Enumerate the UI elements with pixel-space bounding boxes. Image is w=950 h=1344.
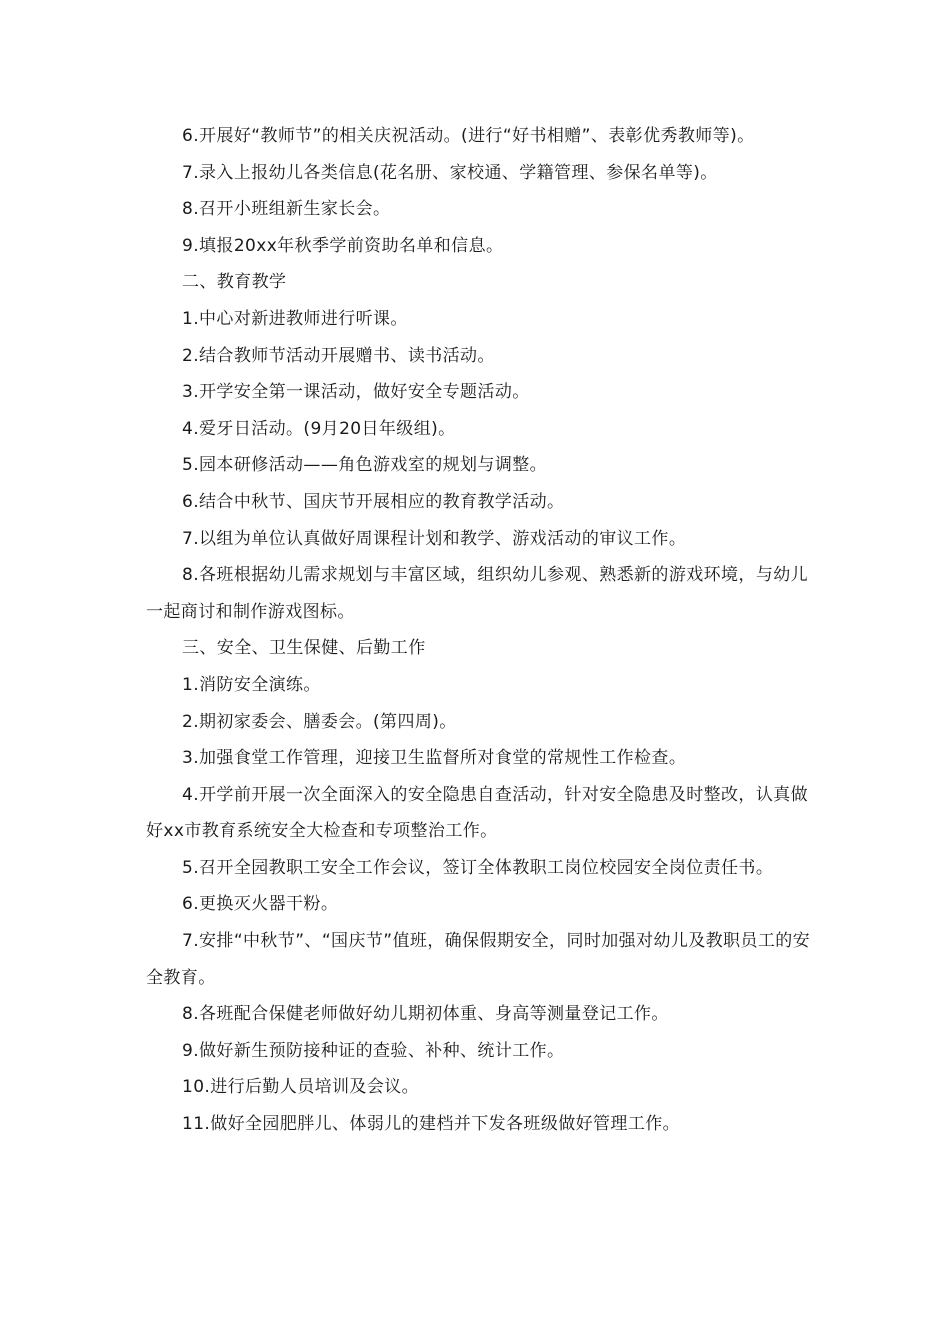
document-page — [146, 118, 816, 1143]
paragraph-25: 11.做好全园肥胖儿、体弱儿的建档并下发各班级做好管理工作。 — [182, 1114, 681, 1135]
paragraph-16: 2.期初家委会、膳委会。(第四周)。 — [182, 711, 457, 732]
paragraph-9: 4.爱牙日活动。(9月20日年级组)。 — [182, 418, 456, 439]
paragraph-2: 7.录入上报幼儿各类信息(花名册、家校通、学籍管理、参保名单等)。 — [182, 162, 718, 183]
paragraph-17: 3.加强食堂工作管理，迎接卫生监督所对食堂的常规性工作检查。 — [182, 748, 687, 769]
paragraph-20: 6.更换灭火器干粉。 — [182, 894, 339, 915]
paragraph-1: 6.开展好“教师节”的相关庆祝活动。(进行“好书相赠”、表彰优秀教师等)。 — [182, 126, 755, 146]
paragraph-3: 8.召开小班组新生家长会。 — [182, 199, 391, 220]
paragraph-7: 2.结合教师节活动开展赠书、读书活动。 — [182, 345, 495, 366]
paragraph-19: 5.召开全园教职工安全工作会议，签订全体教职工岗位校园安全岗位责任书。 — [182, 857, 774, 878]
section-heading-safety: 三、安全、卫生保健、后勤工作 — [182, 638, 426, 659]
paragraph-15: 1.消防安全演练。 — [182, 674, 321, 695]
paragraph-8: 3.开学安全第一课活动，做好安全专题活动。 — [182, 382, 530, 403]
paragraph-18: 4.开学前开展一次全面深入的安全隐患自查活动，针对安全隐患及时整改，认真做好xx市教育系统安全大检查和专项整治工作。 — [146, 784, 809, 842]
paragraph-6: 1.中心对新进教师进行听课。 — [182, 308, 408, 329]
paragraph-21: 7.安排“中秋节”、“国庆节”值班，确保假期安全，同时加强对幼儿及教职员工的安全教育。 — [146, 931, 811, 988]
paragraph-13: 8.各班根据幼儿需求规划与丰富区域，组织幼儿参观、熟悉新的游戏环境，与幼儿一起商讨和制作游戏图标。 — [146, 565, 809, 622]
paragraph-12: 7.以组为单位认真做好周课程计划和教学、游戏活动的审议工作。 — [182, 528, 687, 549]
paragraph-22: 8.各班配合保健老师做好幼儿期初体重、身高等测量登记工作。 — [182, 1004, 669, 1025]
paragraph-10: 5.园本研修活动——角色游戏室的规划与调整。 — [182, 455, 548, 476]
paragraph-24: 10.进行后勤人员培训及会议。 — [182, 1077, 420, 1098]
paragraph-4: 9.填报20xx年秋季学前资助名单和信息。 — [182, 235, 504, 256]
paragraph-23: 9.做好新生预防接种证的查验、补种、统计工作。 — [182, 1040, 565, 1061]
paragraph-11: 6.结合中秋节、国庆节开展相应的教育教学活动。 — [182, 491, 565, 512]
section-heading-education: 二、教育教学 — [182, 272, 287, 293]
